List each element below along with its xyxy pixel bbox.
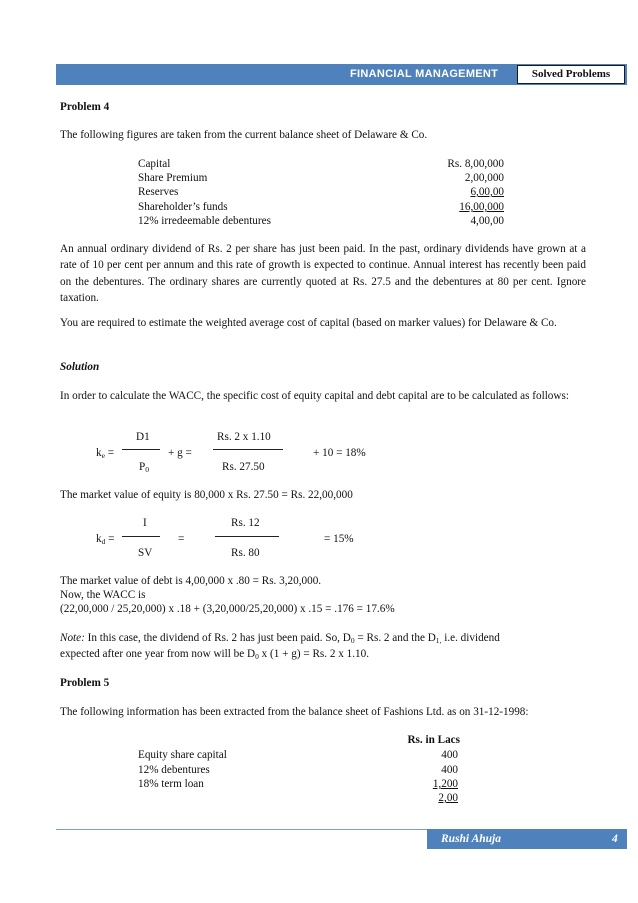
problem4-paragraph: An annual ordinary dividend of Rs. 2 per share has just been paid. In the past, ordinary dividends have grown at a rate of 10 per cent per annum and this rate of growth is expected to continue. Annual interest has recently been paid on the debentures. The ordinary shares are currently quoted at Rs. 27.5 and the debentures at 80 per cent. Ignore taxation.	[60, 243, 586, 304]
header-title: FINANCIAL MANAGEMENT	[350, 68, 499, 80]
table-row-label: Share Premium	[138, 172, 208, 184]
table-row-label: 18% term loan	[138, 778, 204, 790]
fraction-line	[213, 449, 283, 450]
column-header: Rs. in Lacs	[407, 734, 460, 746]
table-row-value: Rs. 8,00,000	[447, 158, 504, 170]
ke-plus-g: + g =	[168, 447, 192, 459]
page-number: 4	[612, 833, 618, 845]
fraction-line	[122, 536, 160, 537]
table-row-value: 400	[441, 749, 458, 761]
kd-result: = 15%	[324, 533, 354, 545]
debt-market-value: The market value of debt is 4,00,000 x .80 = Rs. 3,20,000.	[60, 575, 322, 587]
problem4-question: You are required to estimate the weighted average cost of capital (based on marker values) for Delaware & Co.	[60, 317, 557, 329]
ke-denominator-2: Rs. 27.50	[222, 461, 265, 473]
ke-numerator-2: Rs. 2 x 1.10	[217, 431, 271, 443]
table-row-value: 6,00,00	[470, 186, 504, 198]
wacc-calculation: (22,00,000 / 25,20,000) x .18 + (3,20,000/25,20,000) x .15 = .176 = 17.6%	[60, 603, 395, 615]
equity-market-value: The market value of equity is 80,000 x Rs. 27.50 = Rs. 22,00,000	[60, 489, 353, 501]
footer-author: Rushi Ahuja	[441, 833, 501, 845]
table-total-value: 2,00	[438, 792, 458, 804]
table-row-value: 16,00,000	[459, 201, 504, 213]
table-row-label: Capital	[138, 158, 171, 170]
solution-heading: Solution	[60, 361, 100, 373]
table-row-value: 2,00,000	[464, 172, 504, 184]
table-row-label: 12% debentures	[138, 764, 210, 776]
problem5-heading: Problem 5	[60, 677, 110, 689]
ke-numerator-1: D1	[136, 431, 150, 443]
table-row-label: 12% irredeemable debentures	[138, 215, 271, 227]
kd-label: $k_d$ =	[96, 533, 115, 546]
table-row-value: 400	[441, 764, 458, 776]
note-line-2: expected after one year from now will be $D_0$ x (1 + g) = Rs. 2 x 1.10.	[60, 648, 370, 661]
table-row-value: 4,00,00	[470, 215, 504, 227]
problem4-intro: The following figures are taken from the current balance sheet of Delaware & Co.	[60, 129, 428, 141]
kd-denominator-1: SV	[138, 547, 153, 559]
table-row-label: Shareholder’s funds	[138, 201, 228, 213]
wacc-intro: Now, the WACC is	[60, 589, 146, 601]
kd-denominator-2: Rs. 80	[231, 547, 260, 559]
table-row-label: Equity share capital	[138, 749, 227, 761]
ke-label: $k_e$ =	[96, 447, 115, 460]
solution-intro: In order to calculate the WACC, the specific cost of equity capital and debt capital are to be calculated as follows:	[60, 390, 569, 402]
fraction-line	[215, 536, 279, 537]
note-line-1: Note: In this case, the dividend of Rs. 2 has just been paid. So, $D_0 = Rs$. 2 and the $D_{1,}$ i.e. dividend	[60, 632, 500, 645]
ke-result: + 10 = 18%	[313, 447, 366, 459]
kd-numerator-1: I	[143, 517, 147, 529]
header-section-tag: Solved Problems	[517, 65, 625, 84]
table-row-label: Reserves	[138, 186, 179, 198]
problem4-heading: Problem 4	[60, 101, 110, 113]
kd-equals: =	[178, 533, 185, 545]
problem5-intro: The following information has been extracted from the balance sheet of Fashions Ltd. as on 31-12-1998:	[60, 706, 529, 718]
ke-denominator-1: $P_0$	[139, 461, 149, 474]
fraction-line	[122, 449, 160, 450]
kd-numerator-2: Rs. 12	[231, 517, 260, 529]
table-row-value: 1,200	[432, 778, 458, 790]
